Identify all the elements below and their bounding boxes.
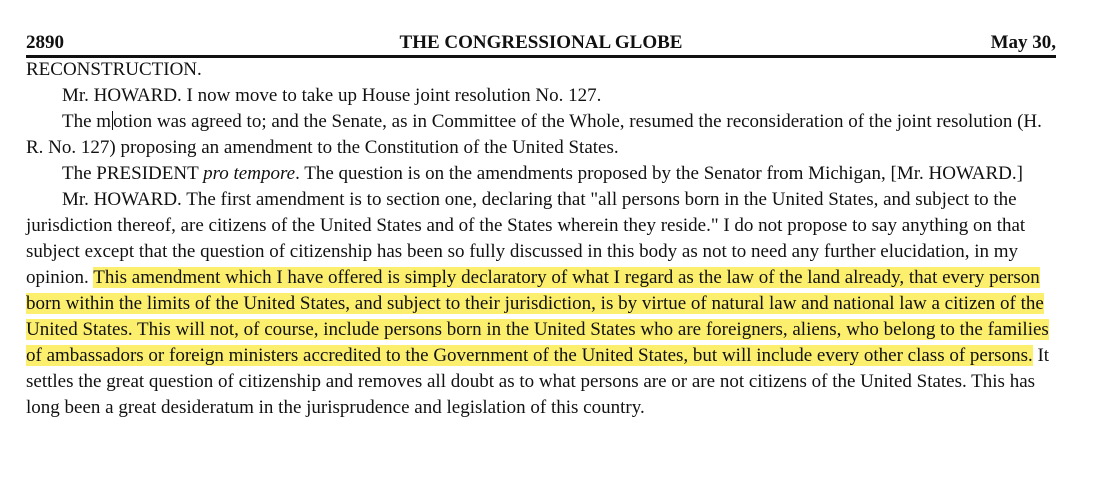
highlighted-passage[interactable]: This amendment which I have offered is simply declaratory of what I regard as the law of the land already, that every person born within the limits of the United States, and subject to their jurisdiction, is by virtue of natural law and national law a citizen of the United States. This will not, of course, include persons born in the United States who are foreigners, aliens, who belong to the families of ambassadors or foreign ministers accredited to the Government of the United States, but will include every other class of persons. (26, 267, 1049, 366)
document-body[interactable] (26, 57, 1056, 421)
paragraph-3-text-b: . The question is on the amendments proposed by the Senator from Michigan, [Mr. HOWARD.] (295, 163, 1023, 184)
paragraph-2-text-a: The m (62, 111, 112, 132)
paragraph-2-text-b: otion was agreed to; and the Senate, as in Committee of the Whole, resumed the reconsideration of the joint resolution (H. R. No. 127) proposing an amendment to the Constitution of the United States. (26, 111, 1042, 158)
page-date: May 30, (990, 32, 1056, 53)
paragraph-4 (26, 187, 1056, 421)
paragraph-4-text-a: Mr. HOWARD. The first amendment is to section one, declaring that "all persons born in the United States, and subject to the jurisdiction thereof, are citizens of the United States and of the States wherein they reside." I do not propose to say anything on that subject except that the question of citizenship has been so fully discussed in this body as not to need any further elucidation, in my opinion. (26, 189, 1026, 288)
paragraph-3-text-a: The PRESIDENT (62, 163, 204, 184)
paragraph-1: Mr. HOWARD. I now move to take up House joint resolution No. 127. (62, 85, 602, 106)
paragraph-4-text-b: It settles the great question of citizenship and removes all doubt as to what persons are or are not citizens of the United States. This has long been a great desideratum in the jurisprudence and legislation of this country. (26, 345, 1050, 418)
paragraph-2 (26, 109, 1056, 161)
paragraph-3 (26, 161, 1056, 187)
page-number: 2890 (26, 32, 64, 53)
section-heading: RECONSTRUCTION. (26, 59, 202, 80)
publication-title: THE CONGRESSIONAL GLOBE (399, 32, 683, 53)
paragraph-3-italic: pro tempore (203, 163, 296, 184)
page-header (26, 32, 1056, 54)
document-page (26, 32, 1056, 421)
